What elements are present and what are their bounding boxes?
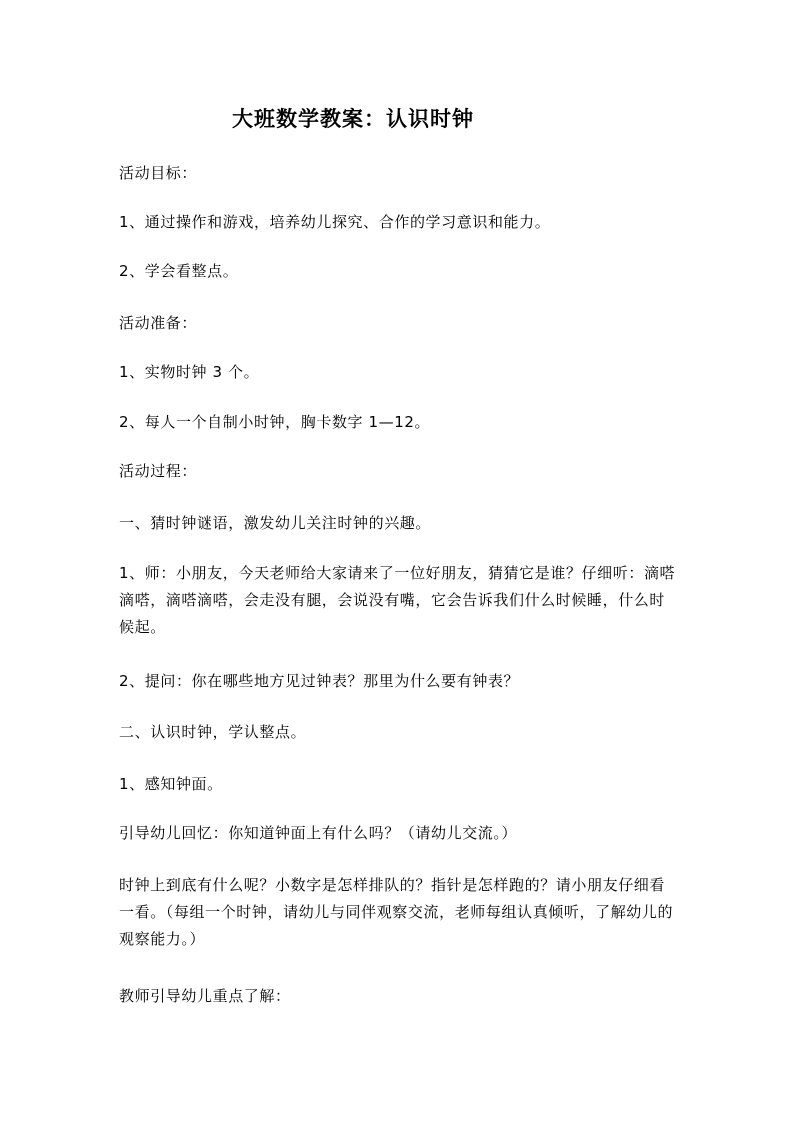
- heading-activity-goals: 活动目标：: [119, 164, 198, 182]
- observe-clock-paragraph: 时钟上到底有什么呢？小数字是怎样排队的？指针是怎样跑的？请小朋友仔细看一看。（每组一个时钟，请幼儿与同伴观察交流，老师每组认真倾听，了解幼儿的观察能力。）: [119, 876, 674, 948]
- document-title: 大班数学教案：认识时钟: [232, 107, 474, 131]
- heading-activity-preparation: 活动准备：: [119, 314, 198, 332]
- heading-activity-process: 活动过程：: [119, 462, 198, 480]
- teacher-guide-paragraph: 教师引导幼儿重点了解：: [119, 987, 291, 1005]
- section-2-item-1: 1、感知钟面。: [119, 775, 223, 793]
- preparation-1: 1、实物时钟 3 个。: [119, 363, 260, 381]
- goal-1: 1、通过操作和游戏，培养幼儿探究、合作的学习意识和能力。: [119, 213, 551, 231]
- section-1-heading: 一、猜时钟谜语，激发幼儿关注时钟的兴趣。: [119, 514, 432, 532]
- goal-2: 2、学会看整点。: [119, 262, 239, 280]
- section-2-heading: 二、认识时钟，学认整点。: [119, 723, 307, 741]
- preparation-2: 2、每人一个自制小时钟，胸卡数字 1—12。: [119, 413, 431, 431]
- section-1-item-1: 1、师：小朋友，今天老师给大家请来了一位好朋友，猜猜它是谁？仔细听：滴嗒滴嗒，滴嗒滴嗒，会走没有腿，会说没有嘴，它会告诉我们什么时候睡，什么时候起。: [119, 564, 676, 636]
- guide-recall-paragraph: 引导幼儿回忆：你知道钟面上有什么吗？（请幼儿交流。）: [119, 824, 518, 842]
- section-1-item-2: 2、提问：你在哪些地方见过钟表？那里为什么要有钟表？: [119, 672, 520, 690]
